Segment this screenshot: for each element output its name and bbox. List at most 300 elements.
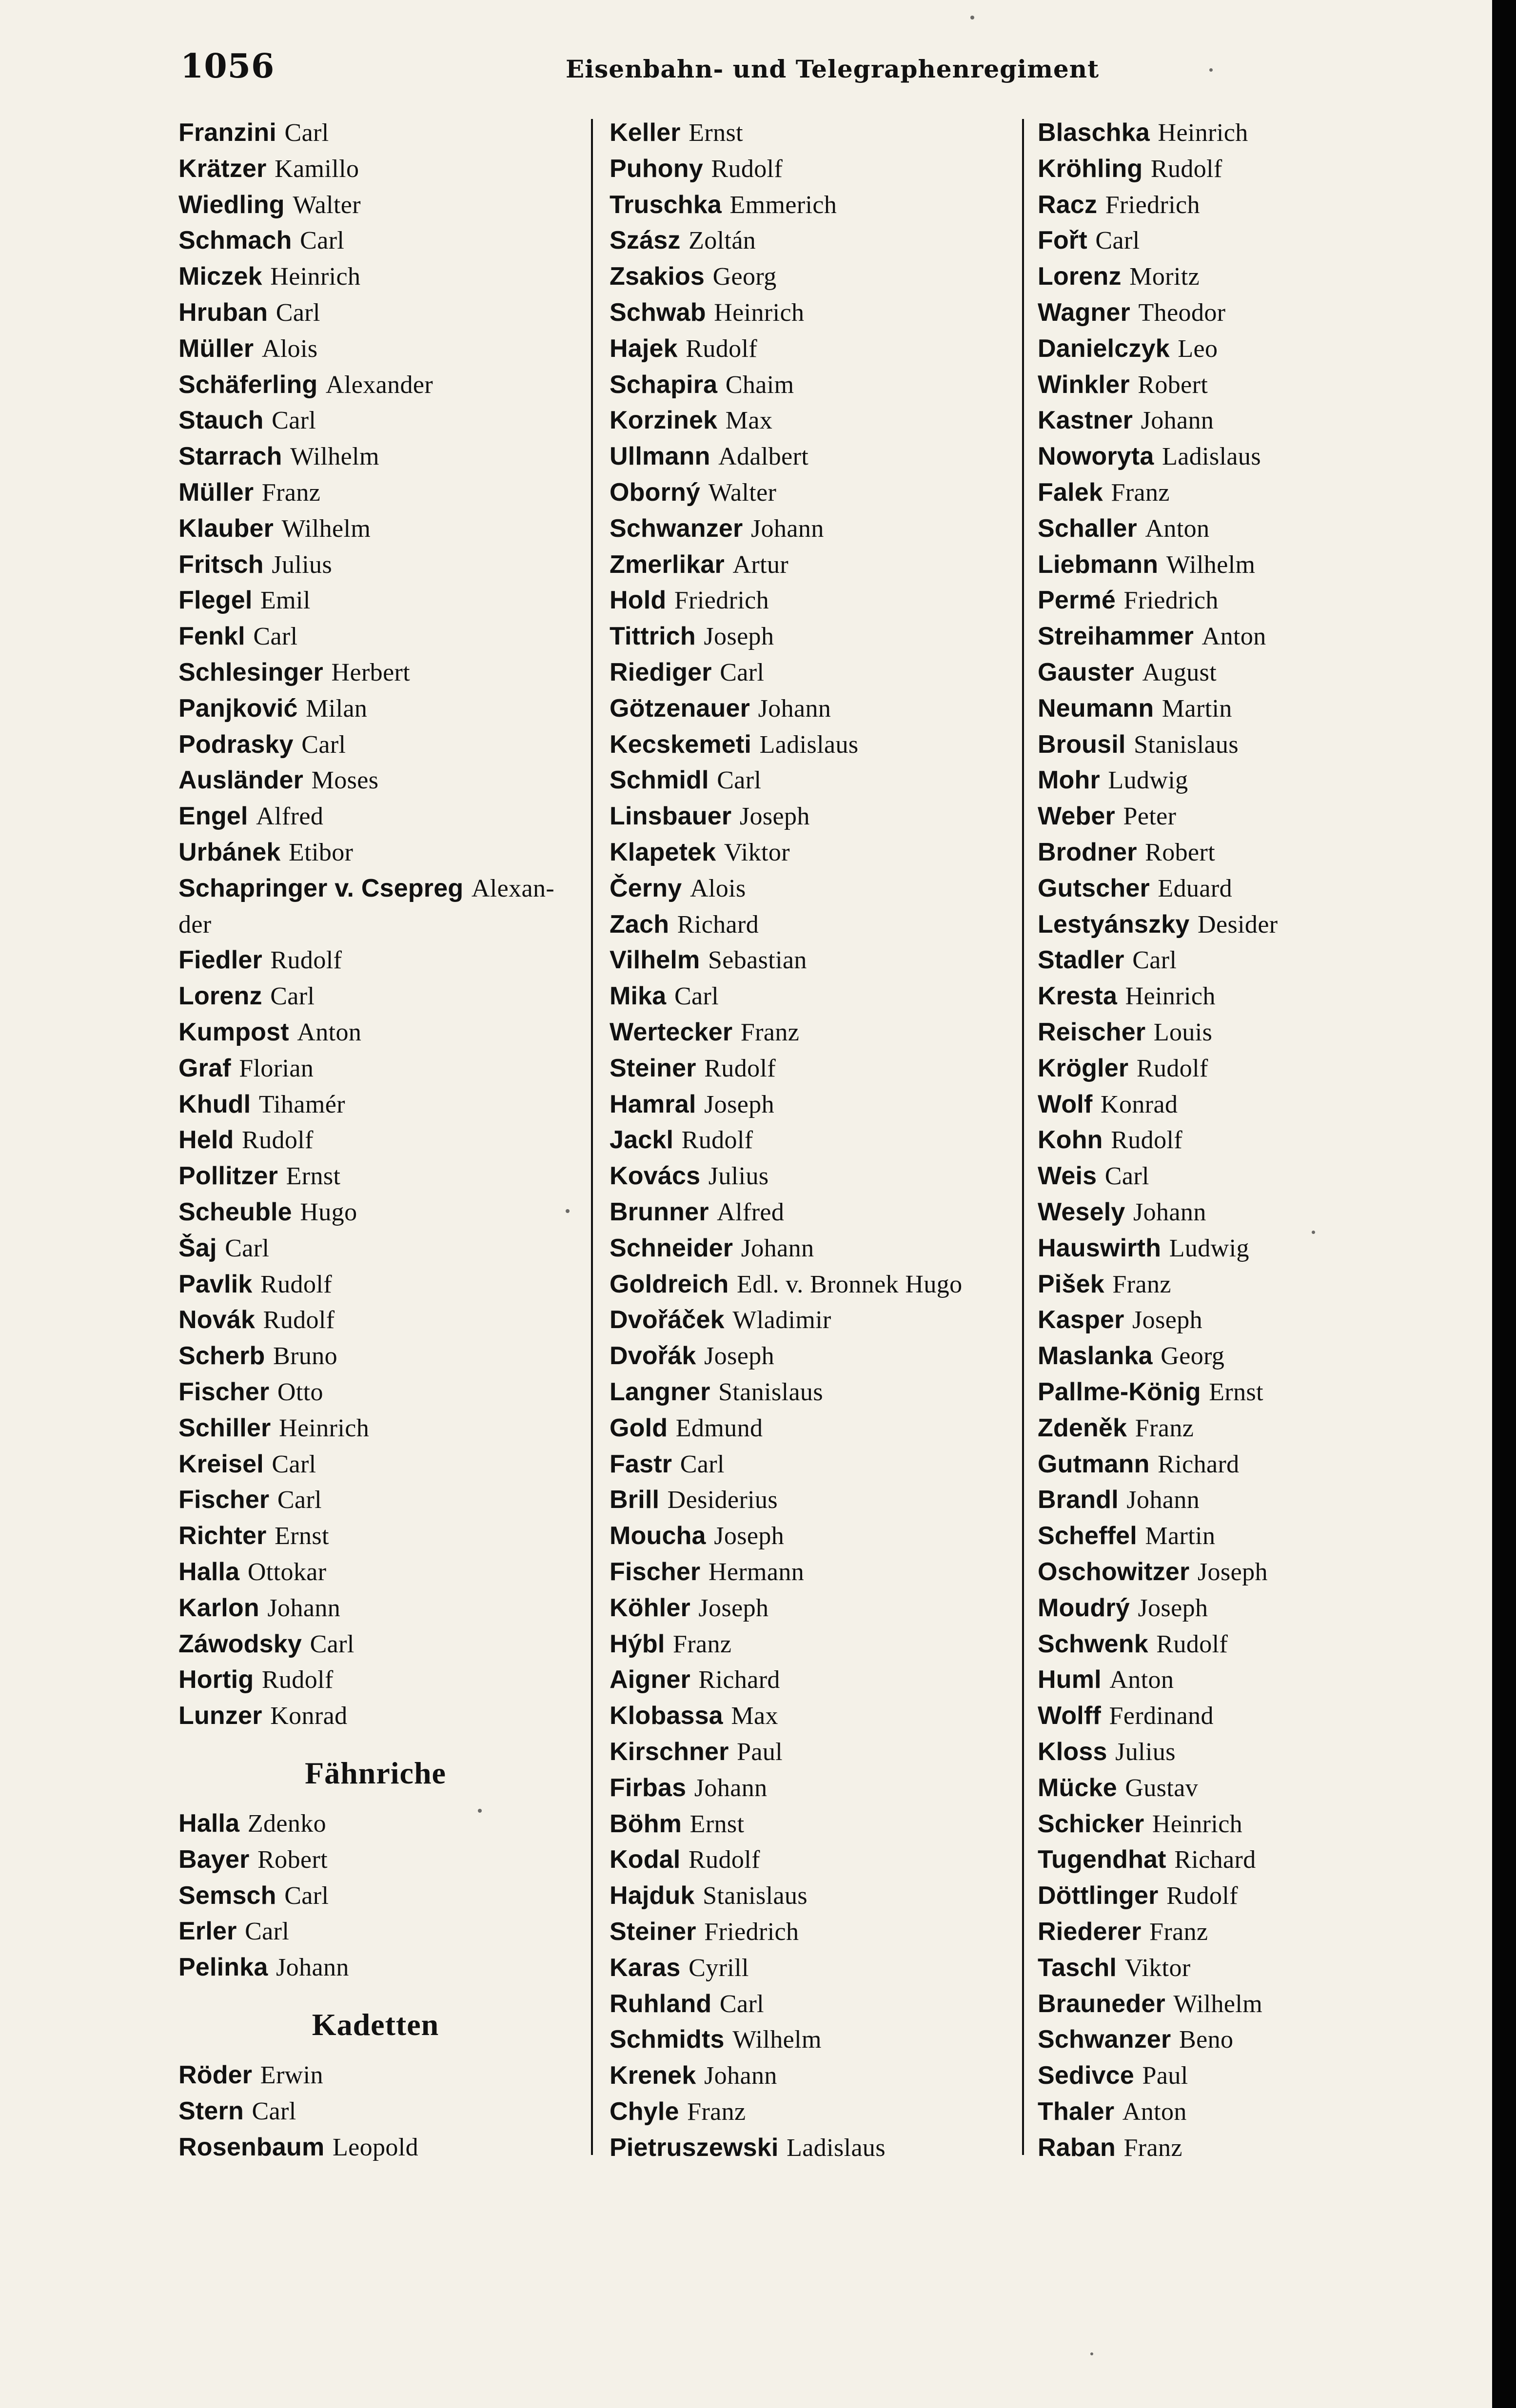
section-heading: Kadetten — [312, 2007, 439, 2042]
given-name: Wilhelm — [281, 515, 371, 543]
name-entry — [178, 403, 316, 438]
surname: Klapetek — [610, 838, 716, 866]
surname: Truschka — [610, 191, 722, 219]
given-name: Viktor — [724, 839, 790, 866]
page-header — [180, 47, 1302, 91]
name-entry — [1038, 1015, 1212, 1050]
given-name: Gustav — [1125, 1774, 1199, 1802]
given-name: Joseph — [704, 1091, 774, 1118]
given-name: Ottokar — [247, 1558, 327, 1586]
given-name: Theodor — [1138, 299, 1226, 327]
page-number: 1056 — [180, 47, 275, 86]
surname: Pietruszewski — [610, 2134, 779, 2162]
given-name: Paul — [737, 1738, 783, 1766]
surname: Kumpost — [178, 1018, 289, 1046]
given-name: Franz — [1135, 1414, 1194, 1442]
surname: Tittrich — [610, 622, 696, 650]
given-name: Richard — [677, 911, 759, 939]
section-heading: Fähnriche — [305, 1756, 446, 1790]
surname: Schwenk — [1038, 1630, 1148, 1658]
surname: Mücke — [1038, 1774, 1117, 1802]
surname: Puhony — [610, 155, 703, 183]
surname: Schwanzer — [1038, 2025, 1171, 2054]
surname: Hajduk — [610, 1881, 695, 1910]
given-name: Johann — [267, 1594, 341, 1622]
name-entry — [1038, 1231, 1249, 1266]
given-name: Etibor — [289, 839, 354, 866]
name-entry — [610, 1698, 778, 1733]
name-entry — [1038, 439, 1261, 474]
given-name: Anton — [1122, 2098, 1187, 2126]
surname: Moudrý — [1038, 1594, 1130, 1622]
name-entry — [178, 475, 320, 510]
name-entry — [610, 1626, 731, 1662]
given-name: Carl — [253, 623, 298, 650]
surname: Fischer — [178, 1378, 270, 1406]
surname: Mika — [610, 982, 667, 1010]
surname: Hortig — [178, 1665, 254, 1694]
given-name: Rudolf — [1150, 155, 1222, 183]
given-name: Carl — [717, 766, 762, 794]
given-name: Carl — [272, 1450, 316, 1478]
name-entry — [1038, 1698, 1214, 1733]
name-entry — [1038, 1051, 1208, 1086]
surname: Oborný — [610, 478, 701, 507]
name-entry — [1038, 1590, 1208, 1625]
name-entry — [178, 799, 323, 834]
surname: Schapringer v. Csepreg — [178, 874, 464, 902]
name-entry — [610, 1410, 763, 1446]
given-name: Ludwig — [1169, 1234, 1249, 1262]
surname: Gold — [610, 1414, 668, 1442]
given-name: Heinrich — [279, 1414, 370, 1442]
name-entry — [610, 2130, 886, 2165]
surname: Taschl — [1038, 1954, 1117, 1982]
given-name: Johann — [751, 515, 824, 543]
given-name: Max — [731, 1702, 778, 1730]
name-entry — [1038, 1878, 1238, 1913]
name-entry — [1038, 151, 1222, 186]
given-name: Rudolf — [1136, 1055, 1208, 1082]
surname: Aigner — [610, 1665, 690, 1694]
name-entry — [1038, 1842, 1256, 1877]
given-name: Desiderius — [667, 1486, 778, 1514]
given-name: Walter — [293, 191, 361, 219]
surname: Fiedler — [178, 946, 262, 974]
surname: Wiedling — [178, 191, 285, 219]
given-name: Franz — [673, 1630, 732, 1658]
surname: Hajek — [610, 334, 678, 363]
surname: Kreisel — [178, 1450, 264, 1478]
surname: Kodal — [610, 1845, 681, 1874]
name-entry — [610, 295, 804, 330]
name-entry — [178, 2130, 418, 2165]
name-entry — [1038, 1950, 1191, 1985]
given-name: Franz — [261, 479, 321, 507]
name-entry — [610, 2094, 746, 2129]
surname: Pavlik — [178, 1270, 253, 1298]
given-name: Joseph — [698, 1594, 769, 1622]
surname: Schaller — [1038, 514, 1137, 543]
name-entry — [178, 979, 315, 1014]
surname: Winkler — [1038, 371, 1130, 399]
given-name: Ernst — [1209, 1378, 1263, 1406]
surname: Riederer — [1038, 1918, 1142, 1946]
surname: Khudl — [178, 1090, 251, 1118]
given-name: Stanislaus — [718, 1378, 823, 1406]
name-entry — [1038, 835, 1215, 870]
given-name: Carl — [225, 1234, 270, 1262]
surname: Urbánek — [178, 838, 281, 866]
name-entry — [1038, 871, 1232, 906]
name-entry — [178, 1590, 340, 1625]
surname: Scherb — [178, 1342, 265, 1370]
name-entry — [178, 295, 320, 330]
surname: Schäferling — [178, 371, 318, 399]
surname: Thaler — [1038, 2097, 1115, 2126]
name-entry — [178, 1194, 357, 1230]
surname: Lestyánszky — [1038, 910, 1190, 939]
given-name: Hugo — [300, 1198, 357, 1226]
surname: Krätzer — [178, 155, 267, 183]
given-name: Ernst — [689, 1810, 745, 1838]
surname: Sedivce — [1038, 2061, 1134, 2090]
given-name: Peter — [1123, 803, 1177, 830]
name-entry — [610, 1662, 780, 1697]
name-entry — [610, 1267, 963, 1302]
given-name: Carl — [245, 1918, 290, 1945]
surname: Klobassa — [610, 1702, 723, 1730]
given-name: Franz — [1111, 479, 1170, 507]
given-name: Rudolf — [270, 946, 342, 974]
name-column-1 — [166, 115, 585, 2163]
given-name: Carl — [277, 1486, 322, 1514]
surname: Brunner — [610, 1198, 709, 1226]
name-entry — [610, 1087, 774, 1122]
surname: Neumann — [1038, 694, 1154, 723]
surname: Kecskemeti — [610, 730, 752, 759]
name-entry — [178, 259, 360, 294]
surname: Korzinek — [610, 406, 718, 434]
given-name: Emil — [260, 587, 311, 614]
name-entry — [178, 763, 378, 798]
column-rule-right — [1022, 119, 1024, 2155]
given-name: Julius — [708, 1162, 769, 1190]
name-column-2 — [600, 115, 1019, 2163]
surname: Fritsch — [178, 550, 264, 579]
name-entry — [1038, 1194, 1206, 1230]
surname: Götzenauer — [610, 694, 750, 723]
surname: Danielczyk — [1038, 334, 1170, 363]
name-entry — [610, 367, 794, 402]
surname: Dvořáček — [610, 1306, 725, 1334]
name-entry — [178, 1087, 345, 1122]
name-entry — [1038, 1158, 1149, 1194]
given-name: Rudolf — [242, 1126, 314, 1154]
name-entry — [178, 1410, 369, 1446]
name-entry — [610, 1878, 807, 1913]
surname: Lorenz — [178, 982, 262, 1010]
name-entry — [1038, 799, 1176, 834]
given-name: Ernst — [286, 1162, 341, 1190]
surname: Zach — [610, 910, 669, 939]
name-entry — [178, 1447, 316, 1482]
surname: Böhm — [610, 1810, 682, 1838]
name-entry — [178, 1626, 354, 1662]
surname: Kovács — [610, 1162, 701, 1190]
given-name: Rudolf — [688, 1846, 760, 1874]
surname: Kirschner — [610, 1738, 729, 1766]
given-name: Johann — [1133, 1198, 1206, 1226]
given-name: Zoltán — [689, 227, 756, 255]
given-name: Wilhelm — [732, 2026, 822, 2054]
surname: Schwab — [610, 298, 706, 327]
name-entry — [610, 727, 859, 762]
surname: Firbas — [610, 1774, 687, 1802]
name-entry — [1038, 2022, 1233, 2057]
given-name: Moritz — [1129, 263, 1200, 291]
given-name: Heinrich — [1125, 982, 1216, 1010]
given-name: Joseph — [1132, 1306, 1202, 1334]
given-name: Richard — [1174, 1846, 1256, 1874]
name-entry — [178, 1806, 326, 1841]
name-entry — [1038, 1662, 1174, 1697]
surname: Ullmann — [610, 442, 710, 470]
given-name: Kamillo — [275, 155, 359, 183]
name-entry — [610, 331, 757, 366]
given-name: Joseph — [704, 1342, 774, 1370]
given-name: Wilhelm — [1173, 1990, 1263, 2018]
surname: Rosenbaum — [178, 2133, 325, 2161]
surname: Permé — [1038, 586, 1116, 614]
given-name: Johann — [1141, 407, 1214, 434]
name-entry — [610, 655, 764, 690]
surname: Brandl — [1038, 1486, 1119, 1514]
given-name: Walter — [708, 479, 777, 507]
name-entry — [178, 871, 554, 906]
given-name: Ladislaus — [787, 2134, 886, 2162]
given-name: Chaim — [725, 371, 794, 399]
surname: Pallme-König — [1038, 1378, 1201, 1406]
name-entry — [1038, 1986, 1262, 2021]
name-entry — [1038, 2094, 1187, 2129]
given-name: Carl — [301, 731, 346, 759]
name-entry — [610, 151, 783, 186]
given-name: Ludwig — [1108, 766, 1188, 794]
surname: Moucha — [610, 1522, 706, 1550]
name-entry — [610, 1590, 768, 1625]
name-entry — [178, 1554, 326, 1589]
given-name: Alois — [261, 335, 318, 363]
surname: Pollitzer — [178, 1162, 278, 1190]
given-name: Moses — [311, 766, 379, 794]
given-name: Julius — [272, 551, 333, 579]
surname: Karas — [610, 1954, 681, 1982]
given-name: Friedrich — [1105, 191, 1200, 219]
surname: Zdeněk — [1038, 1414, 1127, 1442]
name-entry — [610, 1734, 783, 1769]
surname: Panjković — [178, 694, 298, 723]
given-name: Johann — [704, 2062, 777, 2090]
name-entry — [610, 1770, 768, 1805]
surname: Kohn — [1038, 1126, 1103, 1154]
given-name: Konrad — [270, 1702, 348, 1730]
name-entry — [1038, 1374, 1263, 1410]
given-name: Friedrich — [674, 587, 769, 614]
given-name: Johann — [741, 1234, 814, 1262]
given-name: Carl — [284, 1882, 329, 1910]
name-entry — [178, 727, 346, 762]
name-entry — [1038, 1734, 1176, 1769]
name-entry — [178, 547, 332, 582]
given-name: Alfred — [256, 803, 324, 830]
name-entry — [1038, 1806, 1242, 1841]
given-name: August — [1142, 659, 1217, 686]
name-entry — [1038, 907, 1278, 942]
name-entry — [610, 439, 808, 474]
name-entry — [178, 1231, 269, 1266]
given-name: Anton — [1201, 623, 1266, 650]
name-entry — [178, 223, 344, 258]
surname: Krenek — [610, 2061, 696, 2090]
surname: Oschowitzer — [1038, 1558, 1190, 1586]
name-entry — [610, 1194, 784, 1230]
scan-speck — [478, 1809, 482, 1813]
surname: Kasper — [1038, 1306, 1124, 1334]
scan-speck — [566, 1209, 570, 1213]
running-head: Eisenbahn- und Telegraphenregiment — [566, 55, 1100, 83]
surname: Halla — [178, 1809, 240, 1838]
surname: Hauswirth — [1038, 1234, 1162, 1262]
name-entry — [178, 655, 410, 690]
name-entry — [610, 403, 772, 438]
surname: Hýbl — [610, 1630, 665, 1658]
name-entry — [610, 259, 777, 294]
surname: Brodner — [1038, 838, 1137, 866]
given-name: Richard — [698, 1666, 780, 1694]
surname: Müller — [178, 478, 254, 507]
surname: Reischer — [1038, 1018, 1146, 1046]
given-name: Johann — [758, 695, 831, 723]
surname: Hold — [610, 586, 667, 614]
name-entry — [610, 907, 759, 942]
name-entry — [610, 979, 719, 1014]
name-entry — [1038, 1338, 1224, 1373]
surname: Lorenz — [1038, 262, 1122, 291]
given-name: Edmund — [675, 1414, 763, 1442]
name-column-3 — [1029, 115, 1448, 2163]
given-name: Heinrich — [714, 299, 805, 327]
name-entry — [1038, 547, 1255, 582]
surname: Záwodsky — [178, 1630, 302, 1658]
name-entry — [610, 1986, 764, 2021]
surname: Schmach — [178, 226, 292, 255]
name-entry — [1038, 1302, 1202, 1337]
surname: Ruhland — [610, 1990, 712, 2018]
name-entry — [610, 1338, 774, 1373]
name-entry — [1038, 1770, 1198, 1805]
given-name: Stanislaus — [1134, 731, 1239, 759]
surname: Falek — [1038, 478, 1103, 507]
given-name: Franz — [1112, 1271, 1171, 1298]
given-name: Joseph — [1138, 1594, 1208, 1622]
surname: Riediger — [610, 658, 712, 686]
surname: Kresta — [1038, 982, 1118, 1010]
name-entry — [610, 942, 807, 978]
name-entry — [178, 1158, 340, 1194]
name-entry — [1038, 187, 1200, 222]
given-name: Ernst — [275, 1522, 329, 1550]
surname: Kloss — [1038, 1738, 1107, 1766]
given-name: Carl — [270, 982, 315, 1010]
surname: Schwanzer — [610, 514, 743, 543]
name-entry — [178, 1122, 314, 1157]
given-name: Emmerich — [729, 191, 837, 219]
given-name: Alexander — [325, 371, 433, 399]
surname: Podrasky — [178, 730, 294, 759]
given-name: Konrad — [1101, 1091, 1178, 1118]
surname: Mohr — [1038, 766, 1100, 794]
name-entry — [1038, 619, 1266, 654]
surname: Klauber — [178, 514, 274, 543]
name-entry — [178, 1950, 349, 1985]
name-entry — [1038, 1122, 1182, 1157]
given-name: Carl — [276, 299, 320, 327]
given-name: Rudolf — [1111, 1126, 1183, 1154]
scan-speck — [1312, 1231, 1315, 1234]
given-name: Friedrich — [1123, 587, 1219, 614]
surname: Scheffel — [1038, 1522, 1137, 1550]
name-entry — [1038, 727, 1239, 762]
name-entry — [1038, 367, 1208, 402]
surname: Stern — [178, 2097, 244, 2125]
surname: Černy — [610, 874, 682, 902]
surname: Fischer — [178, 1486, 270, 1514]
name-entry — [178, 1302, 335, 1337]
given-name: Rudolf — [1166, 1882, 1238, 1910]
surname: Miczek — [178, 262, 262, 291]
name-entry — [1038, 2130, 1182, 2165]
given-name: Rudolf — [681, 1126, 753, 1154]
name-entry — [178, 1914, 289, 1949]
given-name: Franz — [1149, 1918, 1208, 1946]
surname: Wertecker — [610, 1018, 733, 1046]
name-entry — [610, 187, 837, 222]
surname: Schapira — [610, 371, 718, 399]
name-entry — [610, 619, 774, 654]
name-entry — [1038, 331, 1218, 366]
surname: Stauch — [178, 406, 264, 434]
name-entry — [1038, 403, 1214, 438]
given-name: Leo — [1178, 335, 1218, 363]
given-name: Alfred — [717, 1198, 785, 1226]
name-entry — [610, 1950, 749, 1985]
surname: Fořt — [1038, 226, 1087, 255]
given-name: Anton — [1145, 515, 1210, 543]
given-name: Adalbert — [718, 443, 809, 470]
given-name: Milan — [306, 695, 368, 723]
given-name: Wilhelm — [1166, 551, 1256, 579]
name-entry — [178, 2094, 296, 2129]
given-name: Heinrich — [1158, 119, 1248, 147]
given-name: Carl — [284, 119, 329, 147]
name-entry — [1038, 295, 1225, 330]
given-name: Wilhelm — [290, 443, 379, 470]
surname: Hruban — [178, 298, 268, 327]
surname: Weis — [1038, 1162, 1097, 1190]
given-name: Heinrich — [270, 263, 361, 291]
name-entry — [610, 1447, 725, 1482]
